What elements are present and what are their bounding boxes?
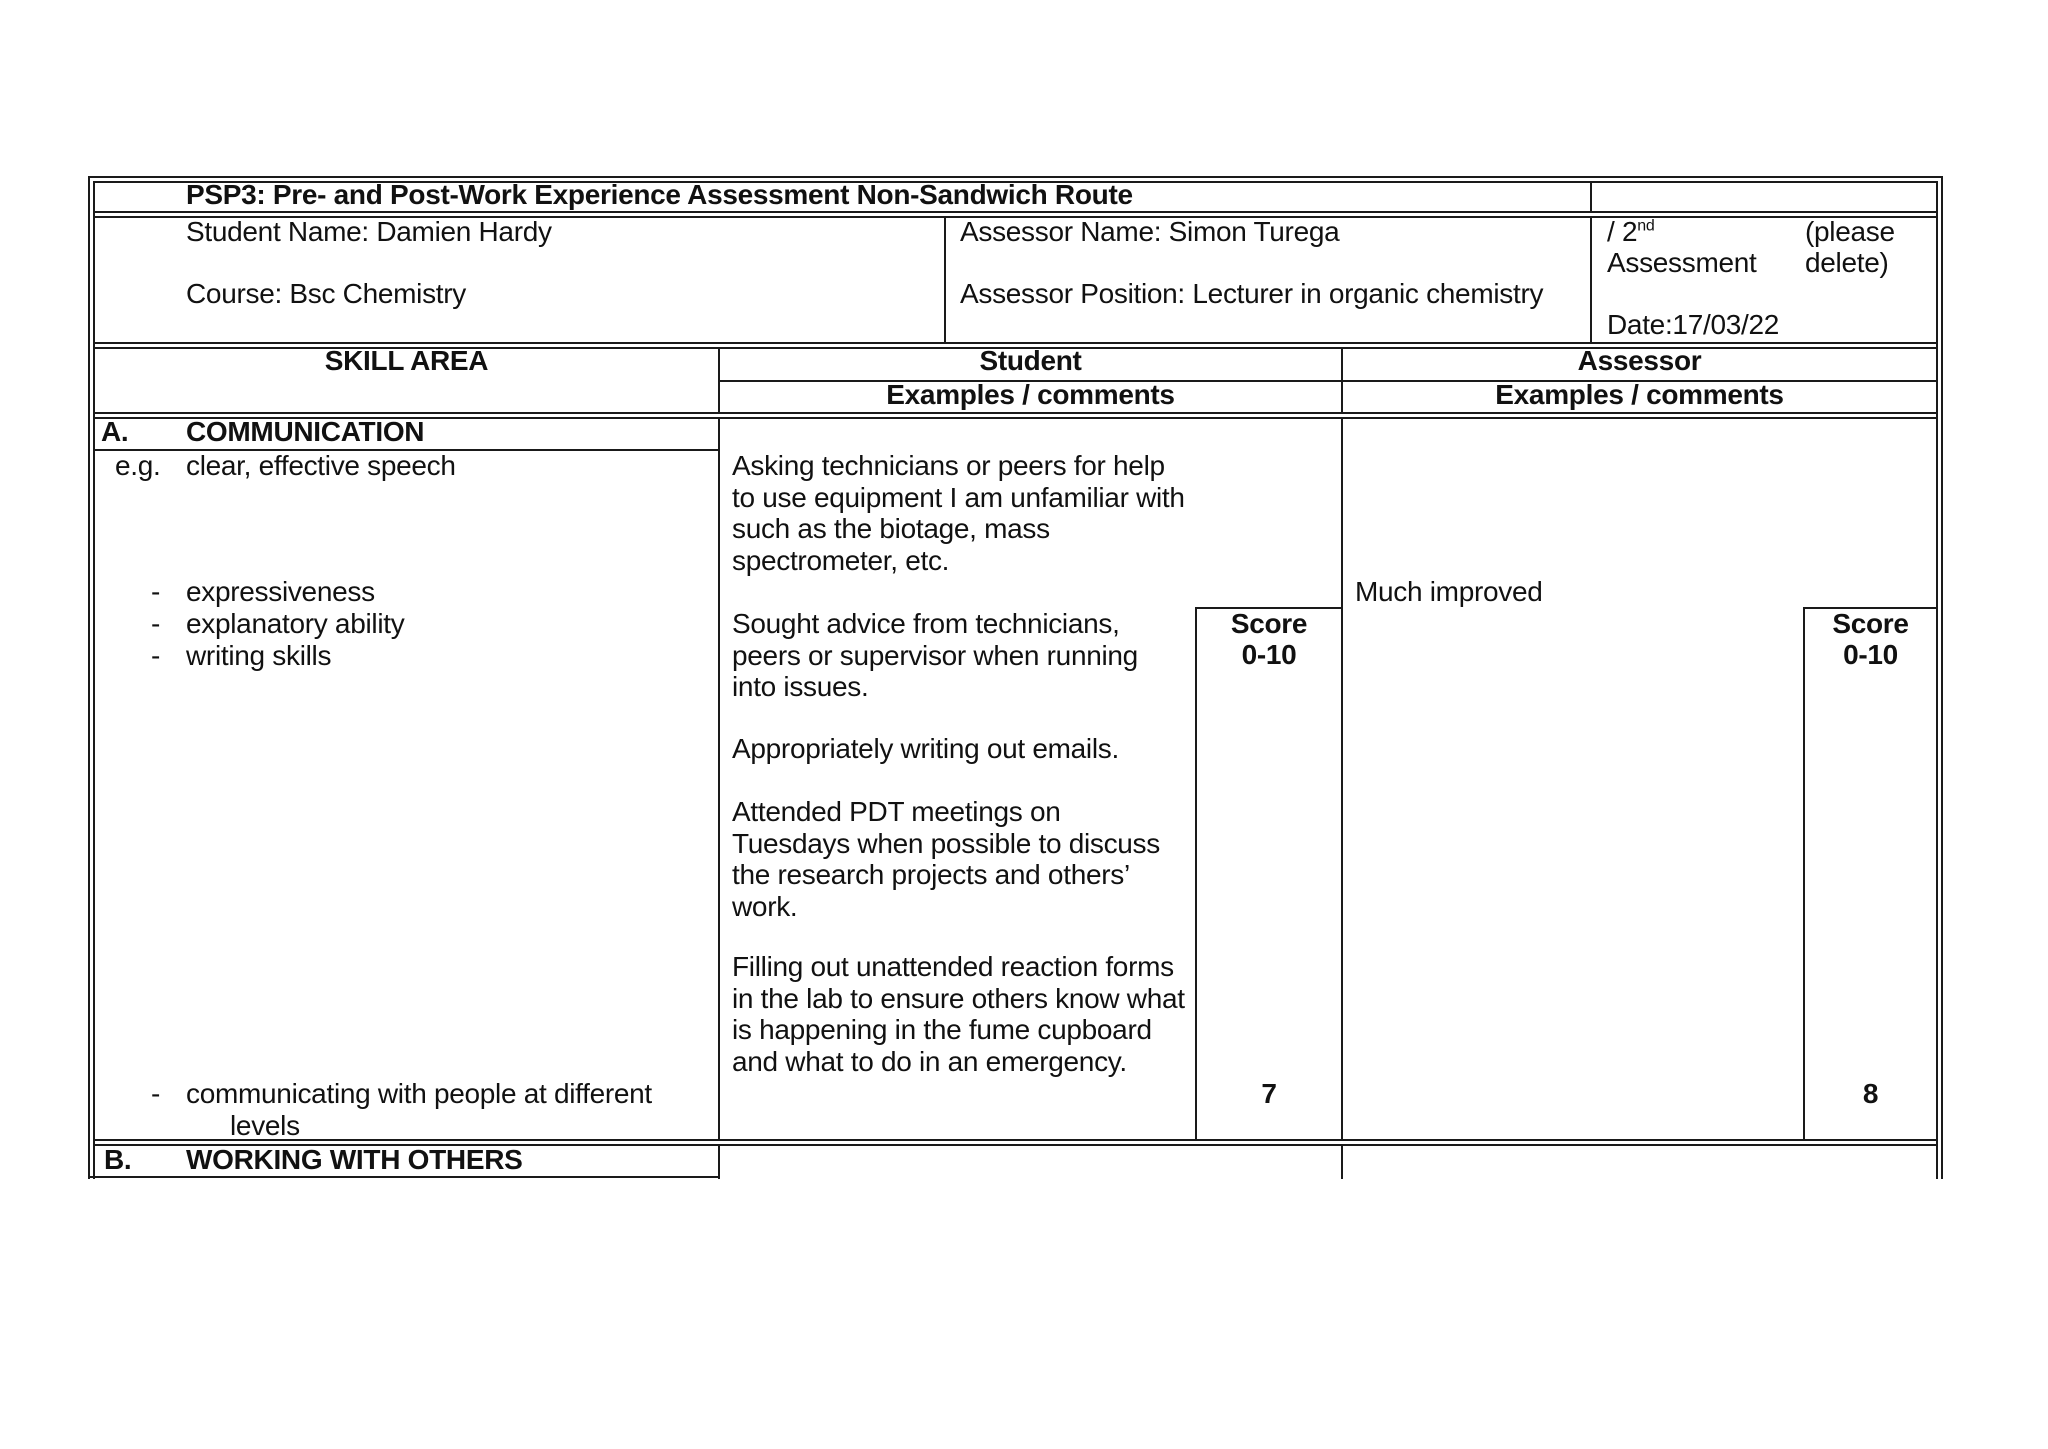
skill-area-header: SKILL AREA <box>324 345 489 376</box>
bullet: - <box>151 576 161 607</box>
bullet: - <box>151 640 161 671</box>
student-name: Student Name: Damien Hardy <box>186 216 552 247</box>
student-score-value: 7 <box>1261 1078 1277 1109</box>
student-comment: Asking technicians or peers for help to use equipment I am unfamiliar with such as the biotage, mass spectrometer, etc. <box>732 450 1185 576</box>
form-title: PSP3: Pre- and Post-Work Experience Assessment Non-Sandwich Route <box>186 179 1133 210</box>
assessor-score-range: 0-10 <box>1843 639 1898 670</box>
section-a-title: COMMUNICATION <box>186 416 425 447</box>
skill-clear-speech: clear, effective speech <box>186 450 456 481</box>
bullet: - <box>151 1078 161 1109</box>
eg-label: e.g. <box>115 450 161 481</box>
assessor-position: Assessor Position: Lecturer in organic chemistry <box>960 278 1544 309</box>
assessor-score-label: Score <box>1832 608 1909 639</box>
skill-writing: writing skills <box>186 640 332 671</box>
skill-explanatory: explanatory ability <box>186 608 405 639</box>
bullet: - <box>151 608 161 639</box>
student-score-range: 0-10 <box>1241 639 1297 670</box>
assessment-label: Assessment <box>1607 247 1757 278</box>
student-comment: Filling out unattended reaction forms in the lab to ensure others know what is happening in the fume cupboard and what to do in an emergency. <box>732 951 1185 1077</box>
section-a-letter: A. <box>101 416 129 447</box>
assessment-prefix: / 2 <box>1607 216 1638 247</box>
skill-expressiveness: expressiveness <box>186 576 375 607</box>
skill-communicating: communicating with people at different <box>186 1078 652 1109</box>
student-comment: Sought advice from technicians, peers or supervisor when running into issues. <box>732 608 1138 702</box>
assessment-number <box>1607 216 1654 248</box>
assessment-date: Date:17/03/22 <box>1607 309 1780 340</box>
student-comment: Attended PDT meetings on Tuesdays when possible to discuss the research projects and others’ work. <box>732 796 1160 922</box>
assessor-comment: Much improved <box>1355 576 1543 607</box>
skill-communicating-cont: levels <box>230 1110 300 1141</box>
assessor-header: Assessor <box>1577 345 1702 376</box>
student-score-label: Score <box>1230 608 1308 639</box>
section-b-title: WORKING WITH OTHERS <box>186 1144 523 1175</box>
section-b-letter: B. <box>104 1144 132 1175</box>
assessor-examples-header: Examples / comments <box>1495 379 1784 410</box>
assessor-name: Assessor Name: Simon Turega <box>960 216 1340 247</box>
delete-note: delete) <box>1805 247 1889 278</box>
course: Course: Bsc Chemistry <box>186 278 466 309</box>
assessor-score-value: 8 <box>1862 1078 1879 1109</box>
assessment-ordinal: nd <box>1637 217 1655 235</box>
student-examples-header: Examples / comments <box>886 379 1175 410</box>
please-note: (please <box>1805 216 1895 247</box>
student-comment: Appropriately writing out emails. <box>732 733 1119 764</box>
student-header: Student <box>979 345 1082 376</box>
